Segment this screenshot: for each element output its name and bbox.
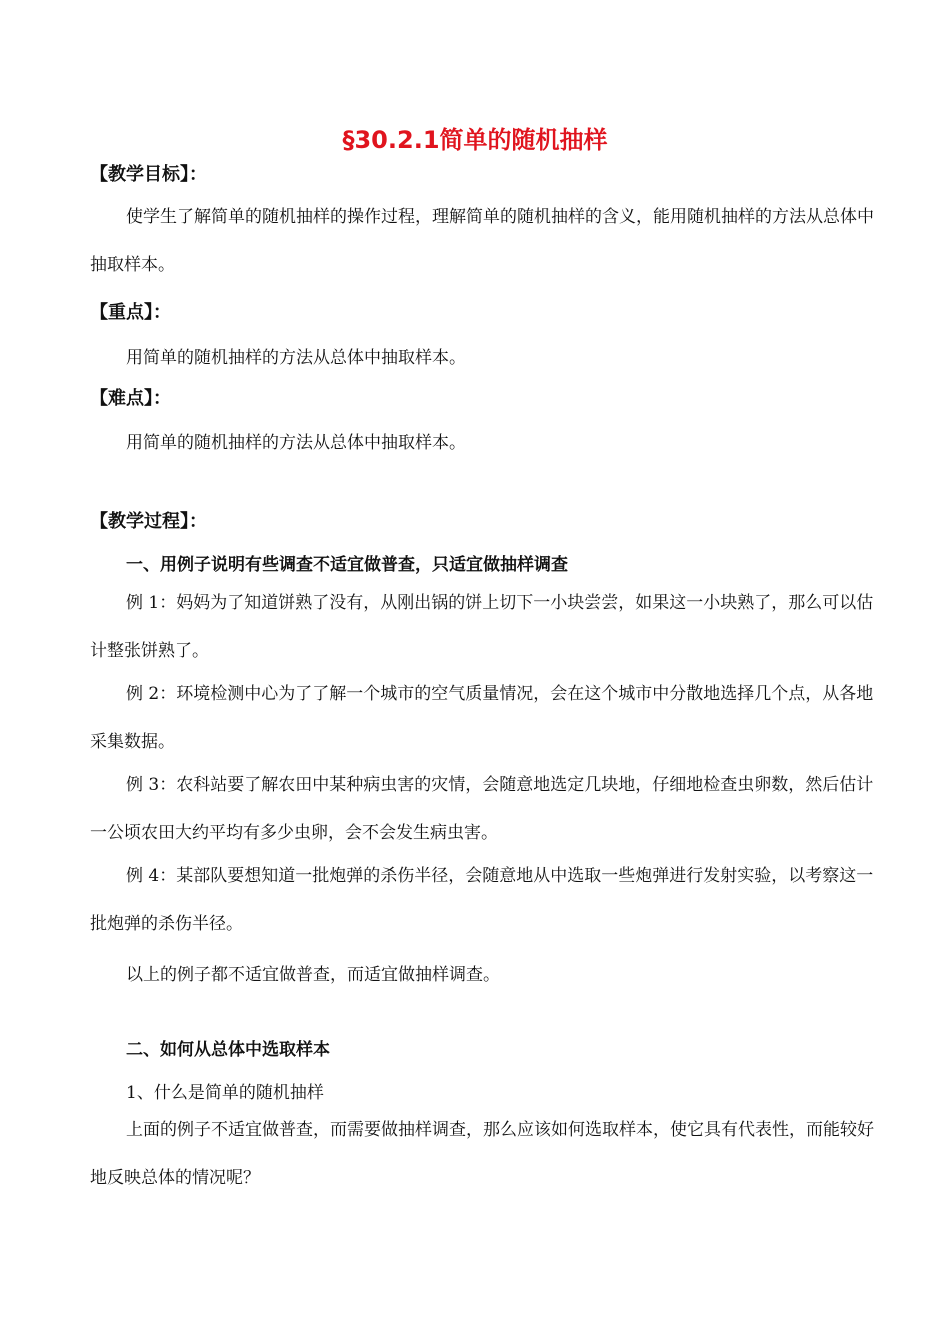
key-heading: 【重点】：	[90, 302, 171, 323]
question-paragraph: 上面的例子不适宜做普查，而需要做抽样调查，那么应该如何选取样本，使它具有代表性，而能较好地反映总体的情况呢？	[90, 1120, 874, 1188]
difficulty-paragraph: 用简单的随机抽样的方法从总体中抽取样本。	[126, 433, 466, 453]
example-paragraph: 例 4：某部队要想知道一批炮弹的杀伤半径，会随意地从中选取一些炮弹进行发射实验，以考察这一批炮弹的杀伤半径。	[90, 866, 874, 934]
example-paragraph: 例 1：妈妈为了知道饼熟了没有，从刚出锅的饼上切下一小块尝尝，如果这一小块熟了，那么可以估计整张饼熟了。	[90, 593, 874, 661]
difficulty-heading: 【难点】：	[90, 388, 171, 409]
section2-heading: 二、如何从总体中选取样本	[126, 1040, 330, 1060]
process-heading: 【教学过程】：	[90, 511, 207, 532]
goal-paragraph: 使学生了解简单的随机抽样的操作过程，理解简单的随机抽样的含义，能用随机抽样的方法从总体中抽取样本。	[90, 207, 874, 275]
page-title: §30.2.1简单的随机抽样	[342, 126, 608, 154]
section1-heading: 一、用例子说明有些调查不适宜做普查，只适宜做抽样调查	[126, 555, 568, 575]
subsection-heading: 1、什么是简单的随机抽样	[126, 1083, 324, 1103]
summary-paragraph: 以上的例子都不适宜做普查，而适宜做抽样调查。	[126, 965, 500, 985]
example-paragraph: 例 2：环境检测中心为了了解一个城市的空气质量情况，会在这个城市中分散地选择几个点，从各地采集数据。	[90, 684, 874, 752]
example-paragraph: 例 3：农科站要了解农田中某种病虫害的灾情，会随意地选定几块地，仔细地检查虫卵数，然后估计一公顷农田大约平均有多少虫卵，会不会发生病虫害。	[90, 775, 874, 843]
goal-heading: 【教学目标】：	[90, 164, 207, 185]
key-paragraph: 用简单的随机抽样的方法从总体中抽取样本。	[126, 348, 466, 368]
